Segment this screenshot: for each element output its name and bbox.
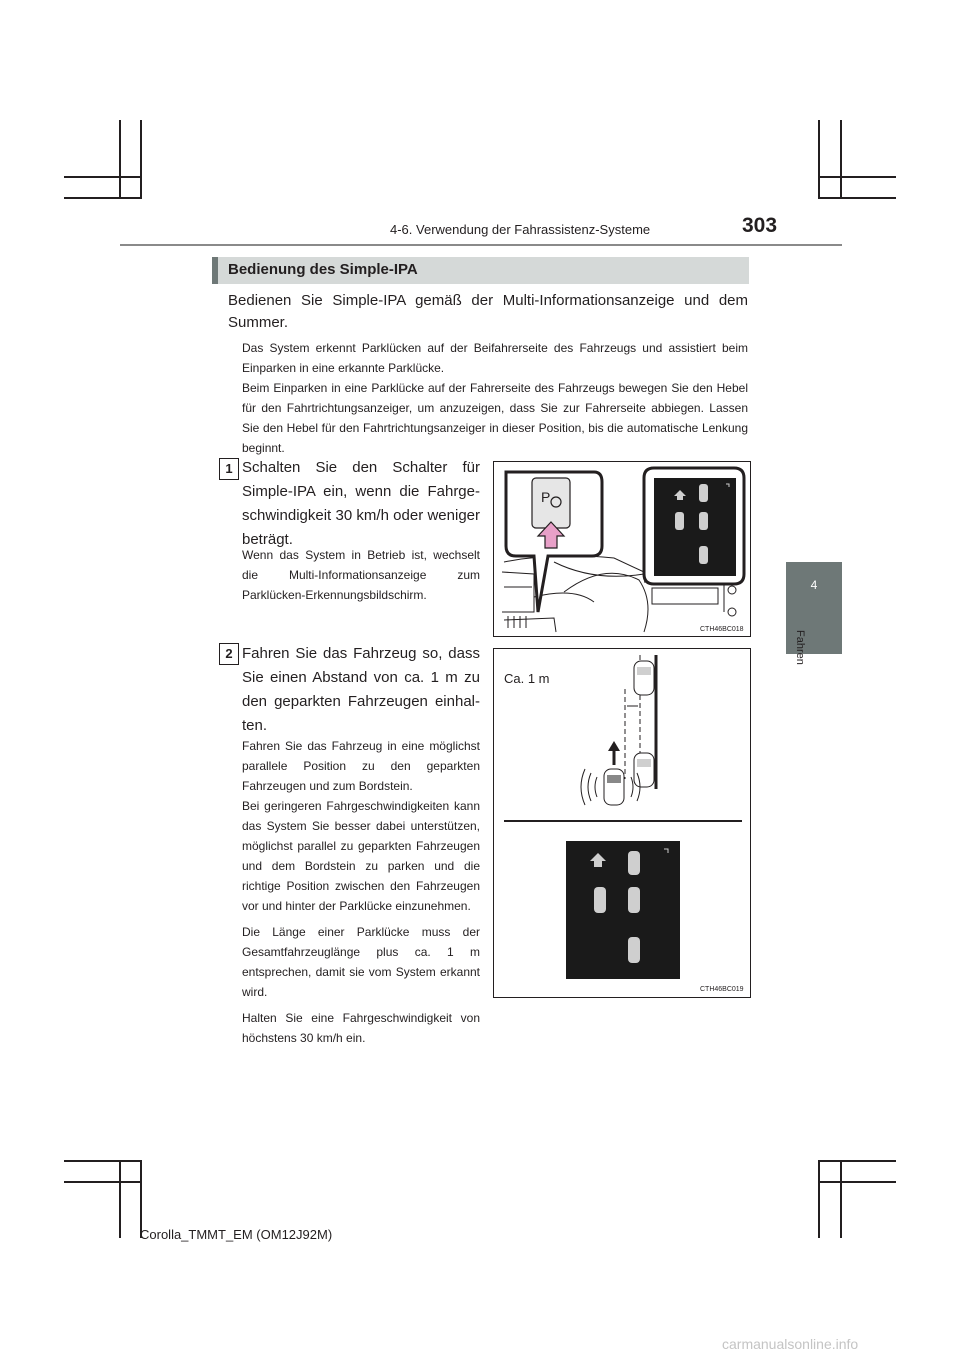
section-heading <box>212 257 749 284</box>
step-1-text: Schalten Sie den Schalter für Simple-IPA ein, wenn die Fahrgeschwindigkeit 30 km/h oder weniger beträgt. <box>242 459 480 548</box>
parked-car-front <box>634 661 654 695</box>
crop-mark <box>64 197 142 199</box>
intro-text: Bedienen Sie Simple-IPA gemäß der Multi-Informationsanzeige und dem Summer. <box>228 292 748 331</box>
crop-mark <box>818 1160 896 1162</box>
section-heading-text: Bedienung des Simple-IPA <box>228 261 418 278</box>
chapter-number: 4 <box>810 578 818 592</box>
crop-mark <box>818 197 896 199</box>
parking-scene-illustration <box>494 649 750 997</box>
figure-1-code: CTH46BC018 <box>700 626 744 633</box>
step-2-text: Fahren Sie das Fahrzeug so, dass Sie einen Abstand von ca. 1 m zu den geparkten Fahrzeugen einhalten. <box>242 645 480 734</box>
step-2-note-3: Die Länge einer Parklücke muss der Gesamtfahrzeuglänge plus ca. 1 m entsprechen, damit sie vom System erkannt wird. <box>242 925 480 999</box>
distance-label: Ca. 1 m <box>504 671 550 686</box>
crop-mark <box>64 1160 142 1162</box>
crop-mark <box>818 1160 820 1238</box>
step-number-1: 1 <box>219 458 239 480</box>
header-rule <box>120 244 842 246</box>
chapter-label-text: Fahren <box>794 630 806 665</box>
figure-2-code: CTH46BC019 <box>700 986 744 993</box>
intro-note-2: Beim Einparken in eine Parklücke auf der Fahrerseite des Fahrzeugs bewegen Sie den Hebel für den Fahrtrichtungsanzeiger, um anzuzeigen, dass Sie zur Fahrerseite abbiegen. Lassen Sie den Hebel für den Fahrtrichtungsanzeiger in dieser Position, bis die automatische Lenkung beginnt. <box>242 381 748 455</box>
crop-mark <box>818 176 896 178</box>
page-number: 303 <box>742 214 778 237</box>
crop-mark <box>119 120 121 198</box>
crop-mark <box>64 176 142 178</box>
intro-note-1: Das System erkennt Parklücken auf der Beifahrerseite des Fahrzeugs und assistiert beim Einparken in eine erkannte Parklücke. <box>242 341 748 375</box>
step-1-note: Wenn das System in Betrieb ist, wechselt die Multi-Informationsanzeige zum Parklücken-Erkennungsbildschirm. <box>242 548 480 602</box>
step-number-2: 2 <box>219 643 239 665</box>
document-footer: Corolla_TMMT_EM (OM12J92M) <box>140 1227 333 1242</box>
crop-mark <box>840 120 842 198</box>
step-2-note-1: Fahren Sie das Fahrzeug in eine möglichst parallele Position zu den geparkten Fahrzeugen und zum Bordstein. <box>242 739 480 793</box>
crop-mark <box>818 120 820 198</box>
own-car <box>581 741 640 805</box>
crop-mark <box>64 1181 142 1183</box>
crop-mark <box>840 1160 842 1238</box>
display-callout <box>644 468 744 584</box>
crop-mark <box>818 1181 896 1183</box>
switch-letter: P <box>541 489 551 505</box>
crop-mark <box>140 120 142 198</box>
parking-display <box>566 841 680 979</box>
section-title: 4-6. Verwendung der Fahrassistenz-Systeme <box>390 222 651 237</box>
figure-ipa-switch <box>493 461 751 637</box>
section-heading-bar <box>212 257 218 284</box>
dashboard-illustration <box>494 462 750 636</box>
chapter-label <box>792 630 812 710</box>
vent-grille <box>508 616 526 628</box>
intro-note <box>242 338 748 458</box>
crop-mark <box>119 1160 121 1238</box>
parked-car-rear <box>634 753 654 787</box>
step-2-note-2: Bei geringeren Fahrgeschwindigkeiten kann das System Sie besser dabei unterstützen, möglichst parallel zu geparkten Fahrzeugen und dem Bordstein zu parken und die richtige Position zwischen den Fahrzeugen vor und hinter der Parklücke einzunehmen. <box>242 799 480 913</box>
figure-parking-distance <box>493 648 751 998</box>
watermark: carmanualsonline.info <box>722 1336 859 1352</box>
step-2-notes <box>242 736 480 1048</box>
step-2-note-4: Halten Sie eine Fahrgeschwindigkeit von höchstens 30 km/h ein. <box>242 1011 480 1045</box>
switch-callout <box>506 472 602 612</box>
